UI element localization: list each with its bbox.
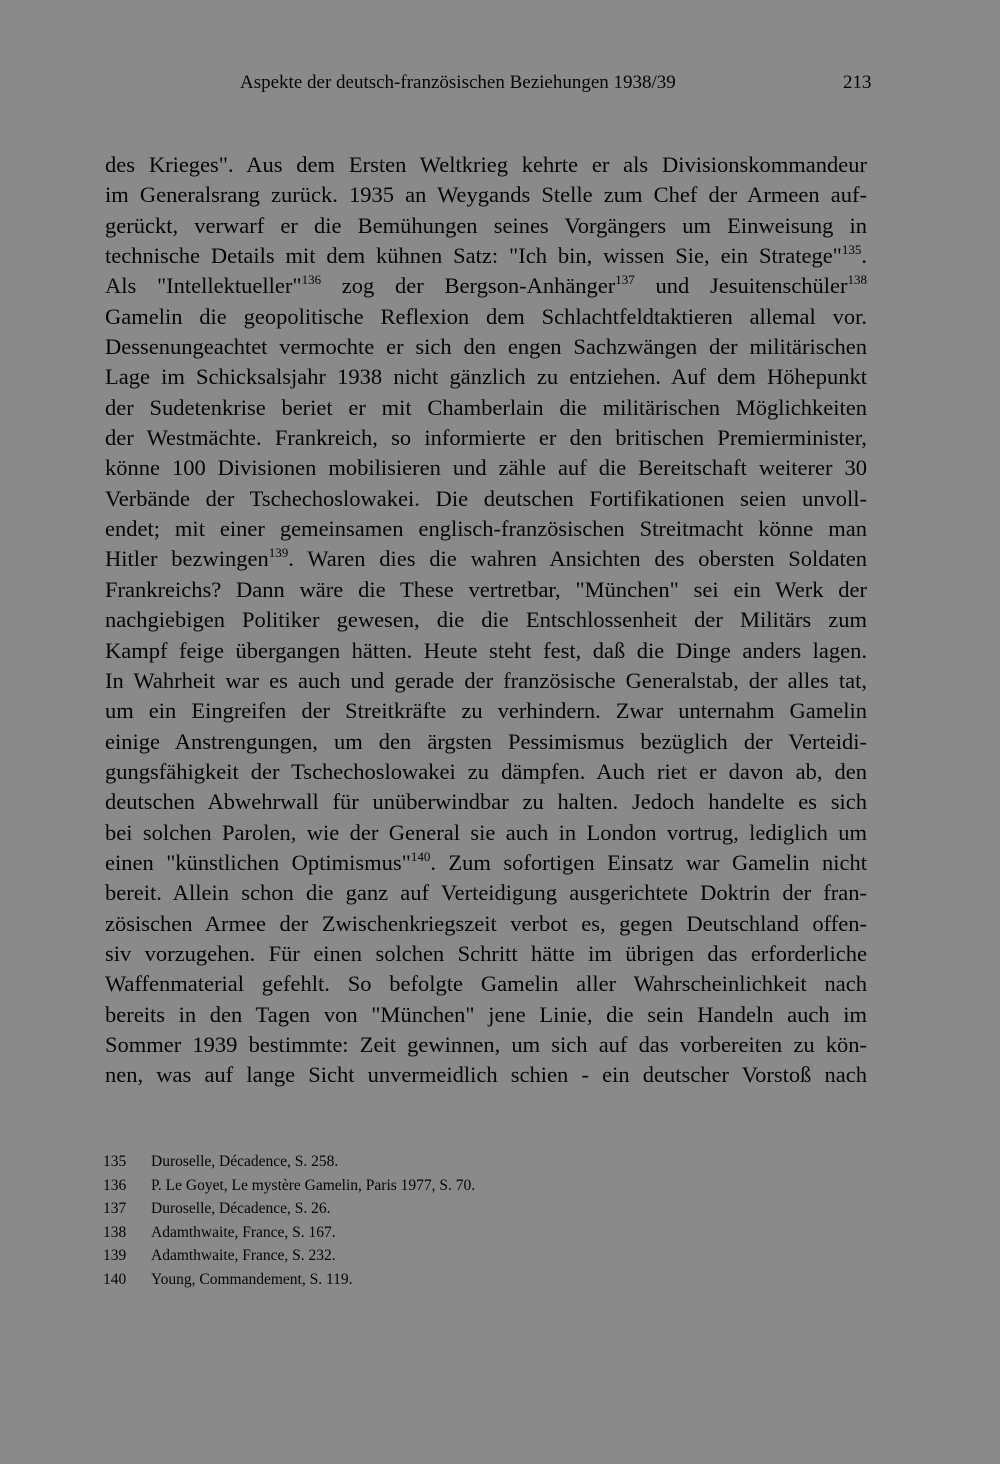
footnote [103, 1150, 803, 1174]
text-run: des Krieges". Aus dem Ersten Weltkrieg kehrte er als Divisionskommandeur [105, 152, 867, 177]
footnote-reference: 135 [841, 242, 862, 258]
text-line [105, 939, 867, 969]
footnote [103, 1174, 803, 1198]
text-line [105, 848, 867, 878]
text-run: bei solchen Parolen, wie der General sie auch in London vortrug, lediglich um [105, 819, 867, 845]
footnote-reference: 140 [410, 848, 431, 864]
text-line [105, 727, 867, 757]
text-run: im Generalsrang zurück. 1935 an Weygands Stelle zum Chef der Armeen auf- [105, 182, 867, 208]
text-run: einige Anstrengungen, um den ärgsten Pessimismus bezüglich der Verteidi- [105, 728, 867, 754]
text-run: deutschen Abwehrwall für unüberwindbar zu halten. Jedoch handelte es sich [105, 789, 867, 815]
text-line [105, 514, 867, 544]
text-line [105, 969, 867, 999]
footnote-text: Duroselle, Décadence, S. 26. [151, 1200, 331, 1217]
footnote [103, 1221, 803, 1245]
text-line [105, 666, 867, 696]
text-line [105, 544, 867, 574]
text-line [105, 696, 867, 726]
footnote-reference: 139 [268, 545, 289, 561]
text-run: bereits in den Tagen von "München" jene Linie, die sein Handeln auch im [105, 1001, 867, 1027]
footnote-text: Adamthwaite, France, S. 167. [151, 1223, 336, 1241]
footnote-number: 137 [103, 1200, 127, 1217]
footnote [103, 1268, 803, 1292]
text-run: Verbände der Tschechoslowakei. Die deutschen Fortifikationen seien unvoll- [105, 485, 867, 511]
footnote-reference: 138 [847, 272, 867, 288]
text-run: nen, was auf lange Sicht unvermeidlich schien - ein deutscher Vorstoß nach [105, 1062, 867, 1088]
text-run: der Sudetenkrise beriet er mit Chamberlain die militärischen Möglichkeiten [105, 394, 867, 420]
text-run: zog der Bergson-Anhänger [321, 273, 616, 299]
running-title: Aspekte der deutsch-französischen Beziehungen 1938/39 [240, 72, 676, 93]
footnote-text: Adamthwaite, France, S. 232. [151, 1247, 336, 1264]
text-line [105, 575, 867, 605]
text-run: und Jesuitenschüler [634, 273, 848, 299]
text-run: siv vorzugehen. Für einen solchen Schritt hätte im übrigen das erforderliche [105, 940, 867, 966]
text-run: Waffenmaterial gefehlt. So befolgte Gamelin aller Wahrscheinlichkeit nach [105, 971, 867, 997]
text-run: bereit. Allein schon die ganz auf Verteidigung ausgerichtete Doktrin der fran- [105, 880, 867, 906]
text-run: . Waren dies die wahren Ansichten des obersten Soldaten [288, 546, 867, 572]
footnote [103, 1244, 803, 1268]
text-line [105, 757, 867, 787]
text-run: Lage im Schicksalsjahr 1938 nicht gänzlich zu entziehen. Auf dem Höhepunkt [105, 364, 867, 390]
text-run: Hitler bezwingen [105, 546, 269, 572]
body-text [105, 150, 867, 1091]
text-run: Gamelin die geopolitische Reflexion dem Schlachtfeldtaktieren allemal vor. [105, 303, 867, 329]
footnote-reference: 136 [301, 272, 322, 288]
text-line [105, 302, 867, 332]
text-line [105, 605, 867, 635]
footnote-number: 139 [103, 1247, 127, 1264]
text-run: um ein Eingreifen der Streitkräfte zu verhindern. Zwar unternahm Gamelin [105, 698, 867, 724]
text-run: gungsfähigkeit der Tschechoslowakei zu dämpfen. Auch riet er davon ab, den [105, 758, 867, 784]
text-run: der Westmächte. Frankreich, so informierte er den britischen Premierminister, [105, 425, 867, 451]
text-run: technische Details mit dem kühnen Satz: "Ich bin, wissen Sie, ein Stratege" [105, 243, 842, 269]
footnote-number: 140 [103, 1270, 127, 1288]
text-line [105, 1030, 867, 1060]
footnote-number: 135 [103, 1153, 127, 1170]
footnote-text: P. Le Goyet, Le mystère Gamelin, Paris 1977, S. 70. [151, 1176, 476, 1194]
text-run: zösischen Armee der Zwischenkriegszeit verbot es, gegen Deutschland offen- [105, 910, 867, 936]
text-run: einen "künstlichen Optimismus" [105, 849, 411, 875]
footnote-reference: 137 [615, 272, 635, 288]
text-line [105, 271, 867, 301]
text-run: Als "Intellektueller" [105, 273, 302, 299]
footnote-number: 136 [103, 1176, 127, 1194]
text-run: Dessenungeachtet vermochte er sich den engen Sachzwängen der militärischen [105, 334, 867, 360]
text-run: gerückt, verwarf er die Bemühungen seines Vorgängers um Einweisung in [105, 212, 867, 238]
text-run: Frankreichs? Dann wäre die These vertretbar, "München" sei ein Werk der [105, 576, 867, 602]
text-line [105, 787, 867, 817]
text-run: In Wahrheit war es auch und gerade der französische Generalstab, der alles tat, [105, 667, 867, 693]
text-run: Sommer 1939 bestimmte: Zeit gewinnen, um sich auf das vorbereiten zu kön- [105, 1031, 867, 1057]
text-line [105, 241, 867, 271]
text-line [105, 1060, 867, 1090]
text-line [105, 150, 867, 180]
text-line [105, 1000, 867, 1030]
text-line [105, 909, 867, 939]
text-line [105, 362, 867, 392]
text-run: nachgiebigen Politiker gewesen, die die Entschlossenheit der Militärs zum [105, 607, 867, 633]
text-line [105, 180, 867, 210]
text-line [105, 878, 867, 908]
text-line [105, 818, 867, 848]
text-line [105, 393, 867, 423]
running-head [0, 72, 1000, 102]
text-line [105, 453, 867, 483]
text-line [105, 211, 867, 241]
footnote-number: 138 [103, 1223, 127, 1241]
text-run: . Zum sofortigen Einsatz war Gamelin nicht [430, 849, 867, 875]
text-run: könne 100 Divisionen mobilisieren und zähle auf die Bereitschaft weiterer 30 [105, 455, 867, 481]
text-line [105, 332, 867, 362]
text-line [105, 636, 867, 666]
text-line [105, 484, 867, 514]
footnotes [103, 1150, 803, 1291]
footnote [103, 1197, 803, 1221]
text-run: . [861, 243, 867, 269]
text-line [105, 423, 867, 453]
footnote-text: Young, Commandement, S. 119. [151, 1270, 353, 1288]
text-run: Kampf feige übergangen hätten. Heute steht fest, daß die Dinge anders lagen. [105, 637, 867, 663]
text-run: endet; mit einer gemeinsamen englisch-französischen Streitmacht könne man [105, 516, 867, 542]
footnote-text: Duroselle, Décadence, S. 258. [151, 1153, 339, 1170]
page-number: 213 [843, 72, 872, 93]
